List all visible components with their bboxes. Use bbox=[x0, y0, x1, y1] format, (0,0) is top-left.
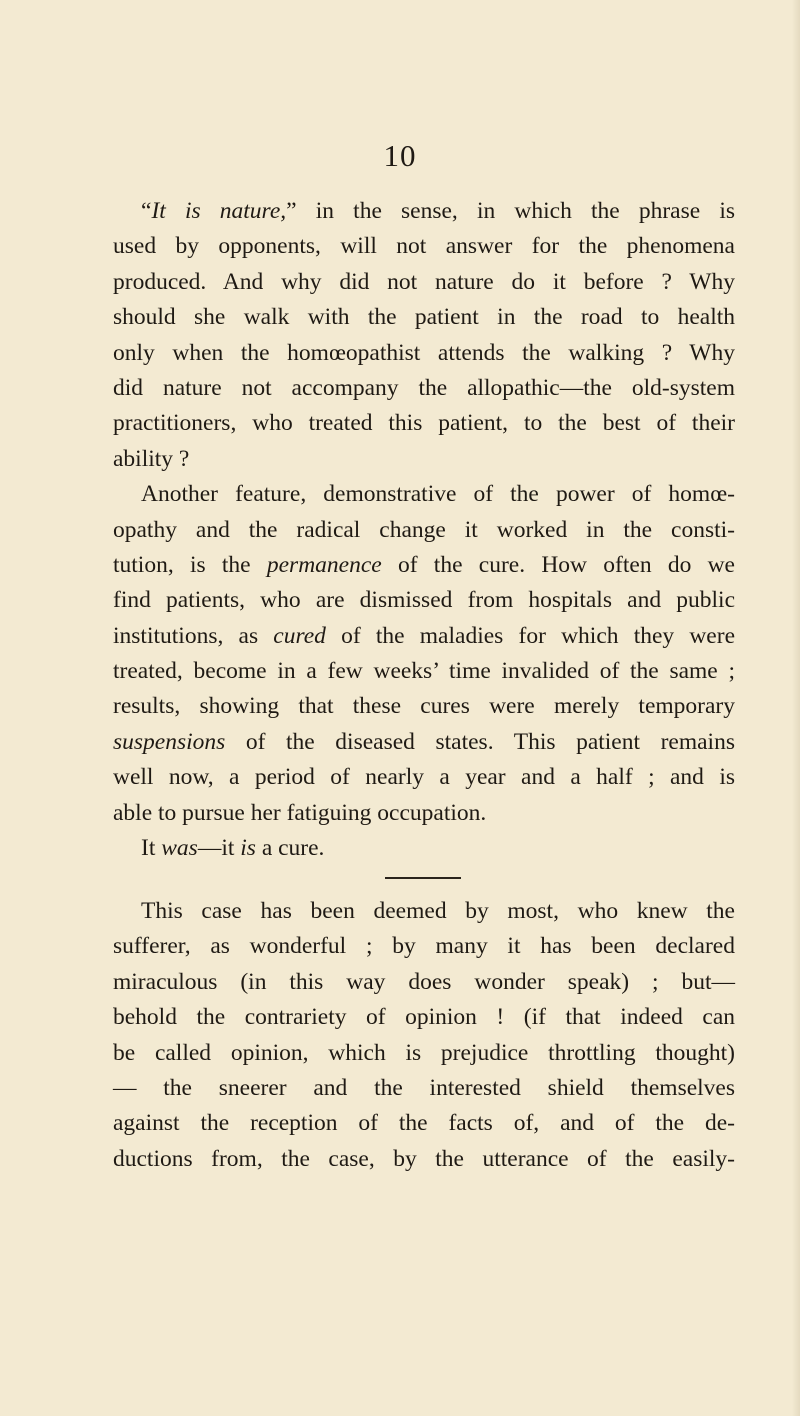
text-line: should she walk with the patient in the road to health bbox=[113, 304, 735, 331]
text-line: be called opinion, which is prejudice throttling thought) bbox=[113, 1039, 735, 1066]
italic-phrase: “It is nature,” in the sense, in which the phrase is bbox=[141, 198, 735, 224]
page-number: 10 bbox=[383, 138, 417, 173]
text-line: ductions from, the case, by the utterance of the easily- bbox=[113, 1145, 735, 1172]
text-line: Another feature, demonstrative of the power of homœ- bbox=[141, 481, 735, 508]
text-line bbox=[113, 194, 735, 229]
text-line: miraculous (in this way does wonder speak) ; but— bbox=[113, 968, 735, 995]
text-line: treated, become in a few weeks’ time invalided of the same ; bbox=[113, 658, 735, 685]
page-edge-shadow bbox=[792, 0, 800, 1416]
text-line: did nature not accompany the allopathic—the old-system bbox=[113, 374, 735, 401]
text-line: suspensions of the diseased states. This patient remains bbox=[113, 728, 735, 755]
text-line: find patients, who are dismissed from hospitals and public bbox=[113, 587, 735, 614]
text-line: against the reception of the facts of, and of the de- bbox=[113, 1110, 735, 1137]
text-line: — the sneerer and the interested shield themselves bbox=[113, 1074, 735, 1101]
text-line: able to pursue her fatiguing occupation. bbox=[113, 799, 487, 826]
text-line: It was—it is a cure. bbox=[141, 835, 325, 862]
text-line: institutions, as cured of the maladies for which they were bbox=[113, 622, 735, 649]
text-line: produced. And why did not nature do it before ? Why bbox=[113, 268, 735, 295]
text-line: opathy and the radical change it worked in the consti- bbox=[113, 516, 735, 543]
text-line: practitioners, who treated this patient, to the best of their bbox=[113, 410, 735, 437]
text-line: results, showing that these cures were merely temporary bbox=[113, 693, 735, 720]
text-line: tution, is the permanence of the cure. How often do we bbox=[113, 551, 735, 578]
text-line: well now, a period of nearly a year and a half ; and is bbox=[113, 764, 735, 791]
text-line: only when the homœopathist attends the walking ? Why bbox=[113, 339, 735, 366]
section-divider bbox=[385, 877, 461, 879]
text-line: sufferer, as wonderful ; by many it has been declared bbox=[113, 933, 735, 960]
paragraph-block-1 bbox=[113, 194, 735, 866]
paragraph-block-2 bbox=[113, 894, 735, 1177]
text-line: This case has been deemed by most, who knew the bbox=[141, 898, 735, 924]
text-line: used by opponents, will not answer for the phenomena bbox=[113, 233, 735, 260]
text-line: behold the contrariety of opinion ! (if that indeed can bbox=[113, 1004, 735, 1031]
text-line: ability ? bbox=[113, 445, 190, 472]
